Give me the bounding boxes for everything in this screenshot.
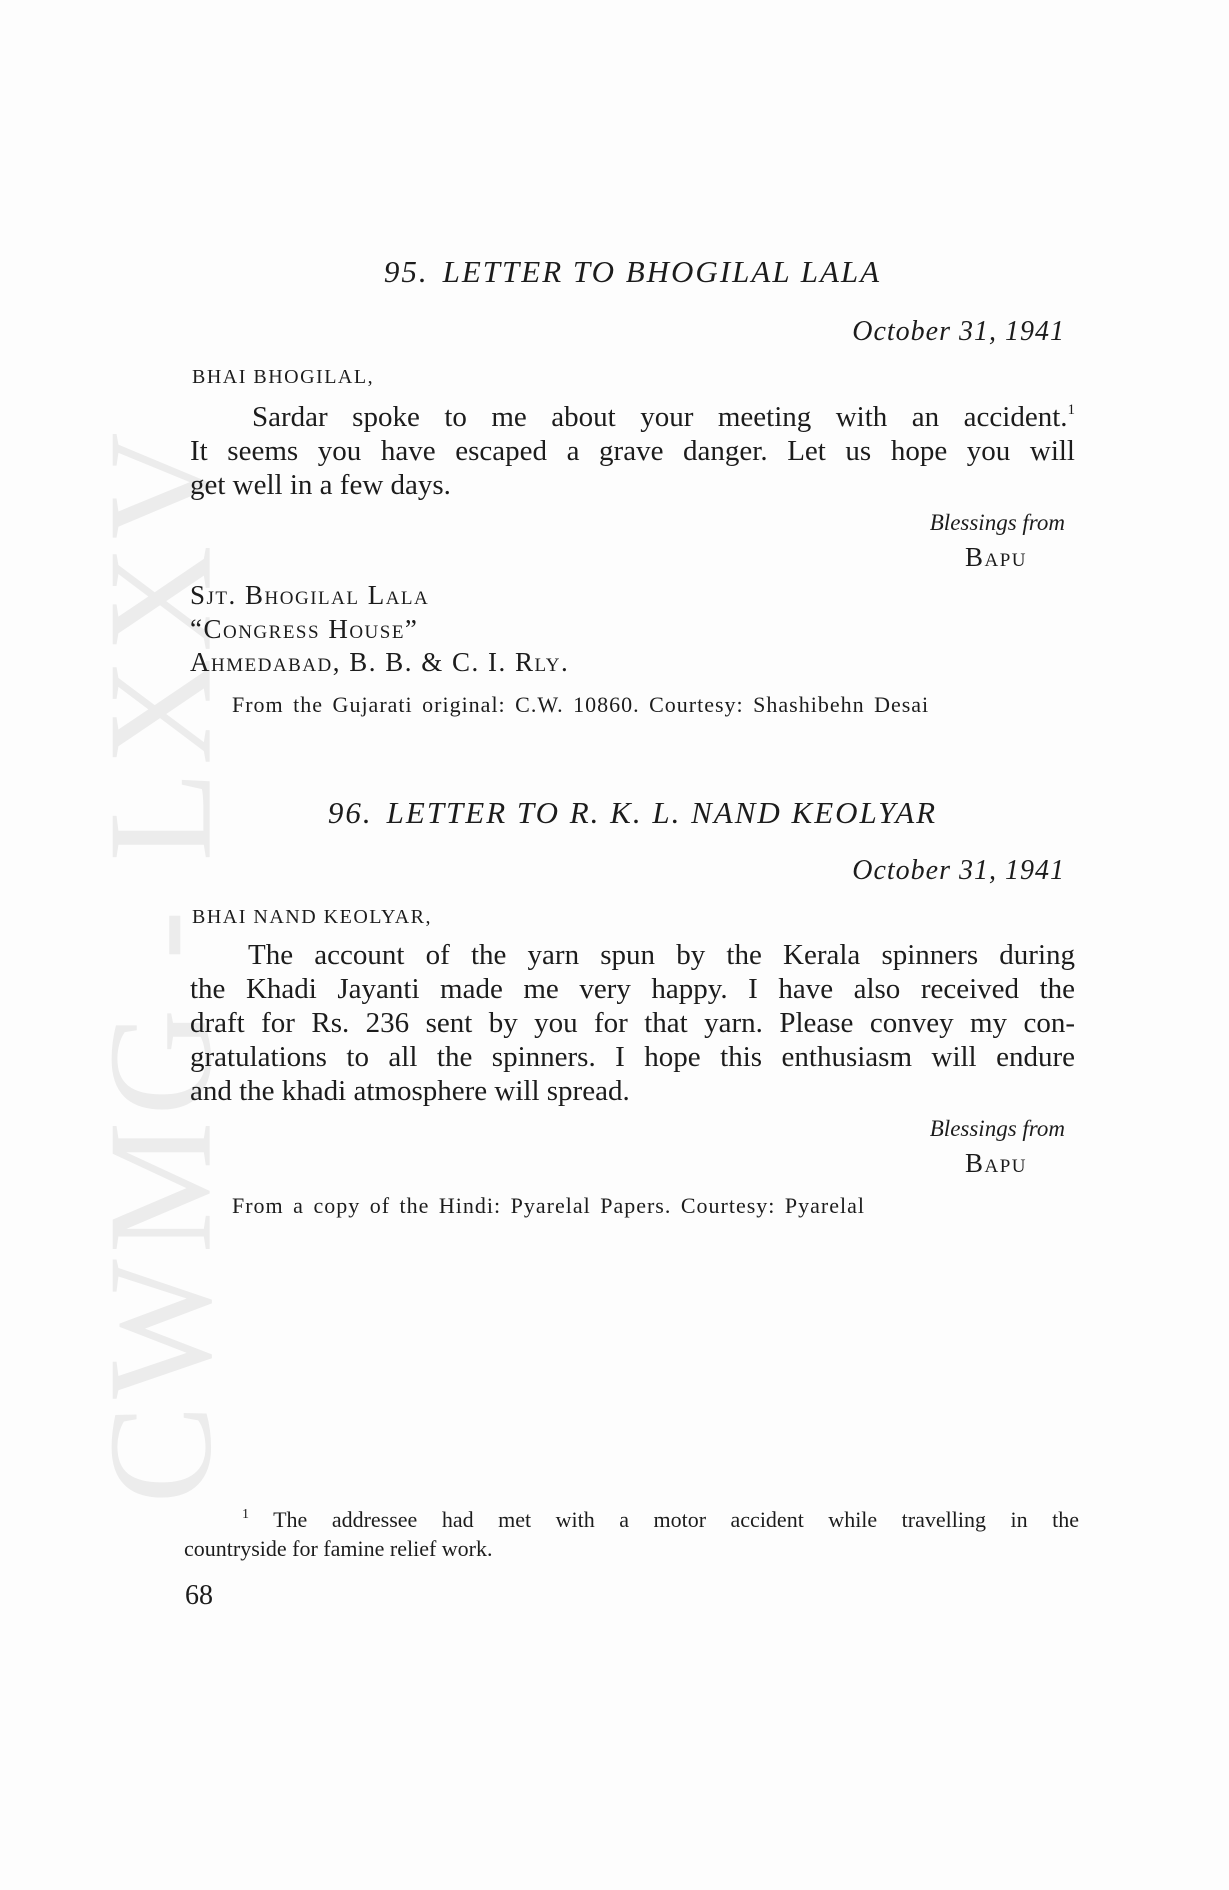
letter-95-address-name: Sjt. Bhogilal Lala bbox=[190, 580, 430, 610]
letter-95-date: October 31, 1941 bbox=[852, 316, 1065, 347]
footnote-line: countryside for famine relief work. bbox=[184, 1536, 493, 1561]
letter-95-blessings: Blessings from bbox=[929, 510, 1065, 535]
body-line: gratulations to all the spinners. I hope this enthusiasm will endure bbox=[190, 1041, 1075, 1073]
letter-95-address-city: Ahmedabad, B. B. & C. I. Rly. bbox=[190, 647, 570, 677]
body-line: Sardar spoke to me about your meeting with an accident.$^1$ bbox=[252, 401, 1075, 433]
letter-96-blessings: Blessings from bbox=[929, 1116, 1065, 1141]
letter-96-date: October 31, 1941 bbox=[852, 855, 1065, 886]
letter-96-signature: Bapu bbox=[964, 1148, 1027, 1178]
letter-95-salutation: BHAI BHOGILAL, bbox=[192, 366, 375, 388]
letter-number: 96. bbox=[327, 795, 373, 830]
body-line: the Khadi Jayanti made me very happy. I have also received the bbox=[190, 973, 1075, 1005]
letter-95-source: From the Gujarati original: C.W. 10860. Courtesy: Shashibehn Desai bbox=[232, 692, 930, 717]
letter-95-signature: Bapu bbox=[964, 542, 1027, 572]
page-number: 68 bbox=[185, 1580, 213, 1611]
letter-95-body bbox=[190, 400, 1075, 502]
watermark-text: CWMG - LXXV bbox=[79, 426, 243, 1504]
letter-95-title bbox=[190, 254, 1075, 290]
letter-title-text: LETTER TO R. K. L. NAND KEOLYAR bbox=[386, 795, 938, 830]
body-line: and the khadi atmosphere will spread. bbox=[190, 1075, 630, 1107]
body-line: draft for Rs. 236 sent by you for that yarn. Please convey my con- bbox=[190, 1007, 1075, 1039]
letter-number: 95. bbox=[383, 254, 429, 289]
letter-title-text: LETTER TO BHOGILAL LALA bbox=[442, 254, 882, 289]
letter-96-body bbox=[190, 938, 1075, 1108]
body-line: get well in a few days. bbox=[190, 469, 451, 501]
body-line: The account of the yarn spun by the Kerala spinners during bbox=[248, 939, 1075, 971]
letter-95-address-building: “Congress House” bbox=[190, 614, 419, 644]
letter-96-title bbox=[190, 795, 1075, 831]
footnote bbox=[184, 1505, 1079, 1563]
body-line: It seems you have escaped a grave danger. Let us hope you will bbox=[190, 435, 1075, 467]
footnote-line: $^1$ The addressee had met with a motor accident while travelling in the bbox=[242, 1507, 1079, 1532]
letter-96-source: From a copy of the Hindi: Pyarelal Papers. Courtesy: Pyarelal bbox=[232, 1193, 865, 1218]
letter-96-salutation: BHAI NAND KEOLYAR, bbox=[192, 906, 432, 928]
footnote-marker: 1 bbox=[1067, 402, 1075, 418]
footnote-number: 1 bbox=[242, 1507, 249, 1522]
